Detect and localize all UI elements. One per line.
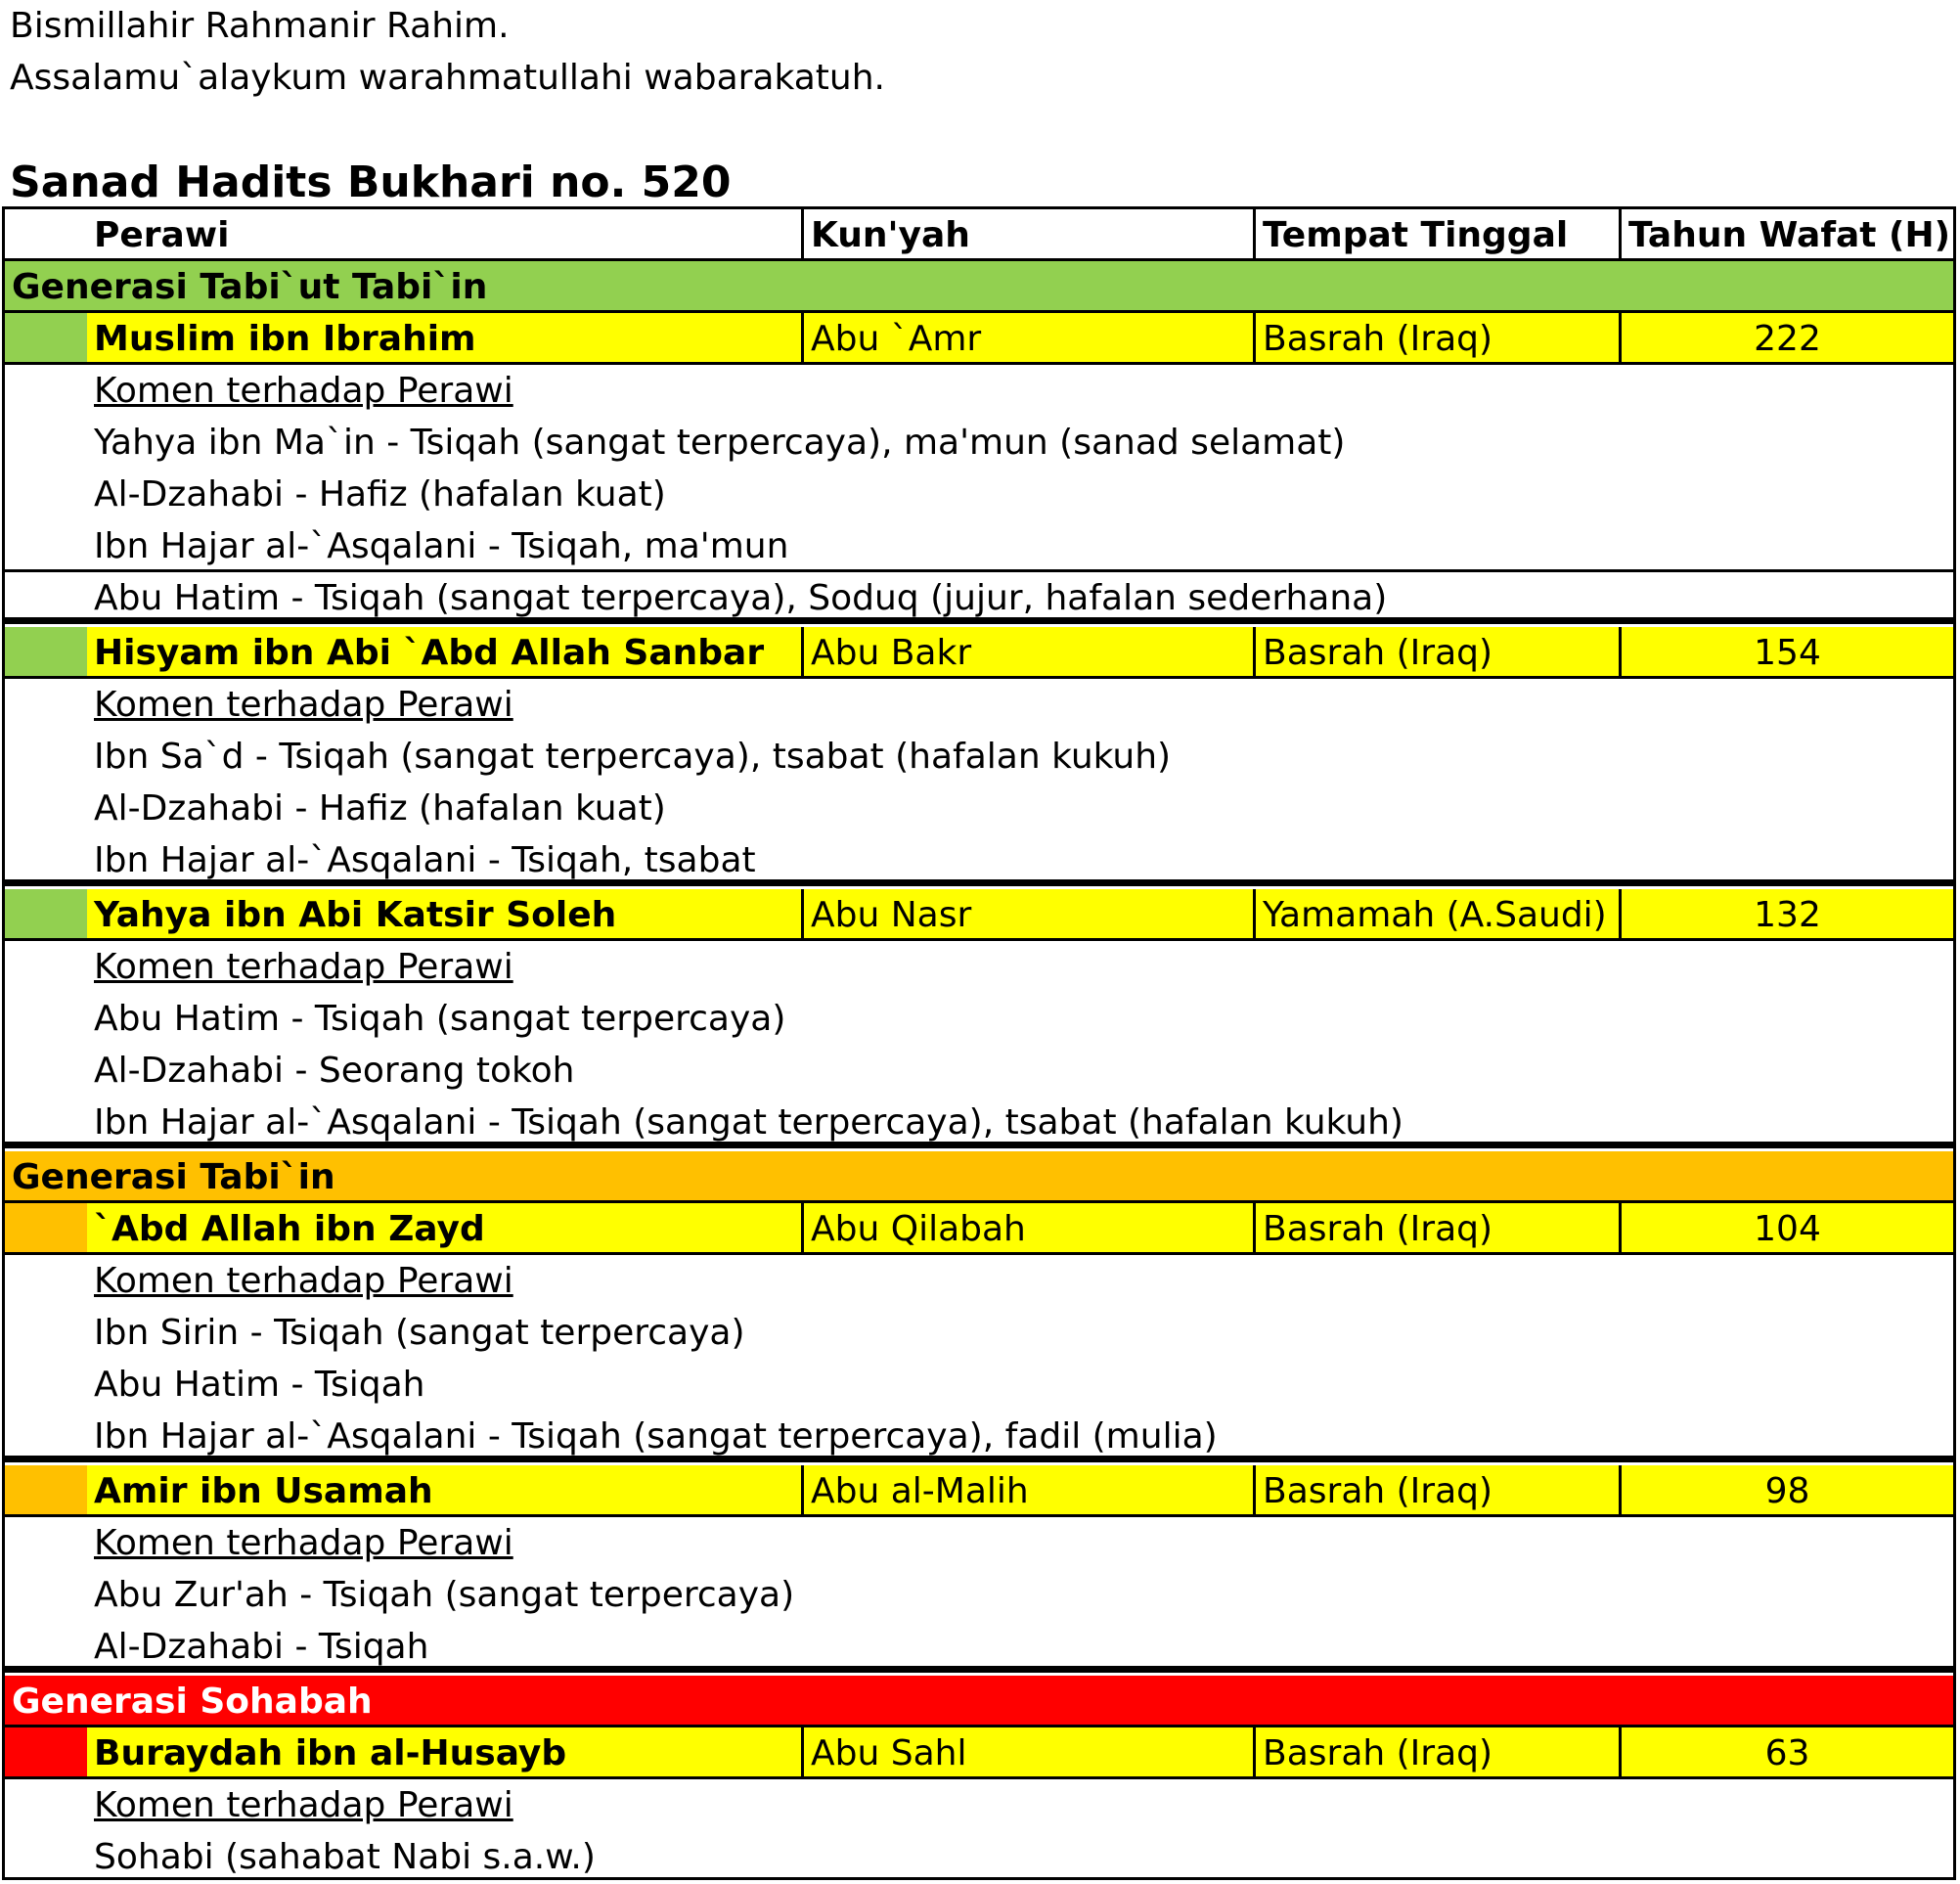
narrator-name: Muslim ibn Ibrahim: [94, 319, 476, 359]
narrator-name: Amir ibn Usamah: [94, 1471, 433, 1511]
generation-marker: [5, 1727, 87, 1776]
narrator-row: [5, 313, 1953, 365]
narrator-death-year: 222: [1619, 313, 1953, 362]
narrator-name: `Abd Allah ibn Zayd: [94, 1209, 485, 1249]
comment-line: Ibn Hajar al-`Asqalani - Tsiqah (sangat terpercaya), tsabat (hafalan kukuh): [5, 1097, 1953, 1148]
narrator-kunyah: Abu Nasr: [801, 889, 1253, 938]
header-tempat-tinggal: Tempat Tinggal: [1253, 209, 1619, 258]
comment-label: Komen terhadap Perawi: [94, 947, 513, 987]
comment-line: Abu Zur'ah - Tsiqah (sangat terpercaya): [94, 1575, 795, 1615]
comment-line: Abu Hatim - Tsiqah (sangat terpercaya): [94, 999, 786, 1039]
narrator-death-year: 132: [1619, 889, 1953, 938]
narrator-kunyah: Abu al-Malih: [801, 1465, 1253, 1514]
narrator-death-year: 154: [1619, 627, 1953, 676]
generation-marker: [5, 889, 87, 938]
narrator-row: [5, 1465, 1953, 1517]
greeting-line-1: Bismillahir Rahmanir Rahim.: [10, 6, 510, 46]
comment-line: Abu Hatim - Tsiqah: [94, 1365, 425, 1405]
comment-label: Komen terhadap Perawi: [94, 371, 513, 411]
narrator-death-year: 98: [1619, 1465, 1953, 1514]
generation-marker: [5, 627, 87, 676]
comment-line: Yahya ibn Ma`in - Tsiqah (sangat terpercaya), ma'mun (sanad selamat): [94, 423, 1346, 463]
comment-label: Komen terhadap Perawi: [94, 1523, 513, 1563]
greeting-line-2: Assalamu`alaykum warahmatullahi wabarakatuh.: [10, 58, 885, 98]
comment-line: Al-Dzahabi - Hafiz (hafalan kuat): [94, 788, 666, 829]
narrator-name: Hisyam ibn Abi `Abd Allah Sanbar: [94, 633, 765, 673]
comment-line: Ibn Sirin - Tsiqah (sangat terpercaya): [94, 1313, 745, 1353]
generation-tabiin: Generasi Tabi`in: [5, 1151, 1953, 1203]
narrator-residence: Basrah (Iraq): [1253, 627, 1619, 676]
generation-marker: [5, 313, 87, 362]
comment-line: Al-Dzahabi - Tsiqah: [5, 1621, 1953, 1673]
comment-line: Sohabi (sahabat Nabi s.a.w.): [94, 1837, 596, 1877]
narrator-row: [5, 1203, 1953, 1255]
narrator-name: Yahya ibn Abi Katsir Soleh: [94, 895, 617, 935]
narrator-residence: Yamamah (A.Saudi): [1253, 889, 1619, 938]
narrator-kunyah: Abu Bakr: [801, 627, 1253, 676]
comment-label: Komen terhadap Perawi: [94, 685, 513, 725]
comment-line: Abu Hatim - Tsiqah (sangat terpercaya), Soduq (jujur, hafalan sederhana): [5, 572, 1953, 624]
comment-line: Al-Dzahabi - Seorang tokoh: [94, 1051, 575, 1091]
narrator-row: [5, 1727, 1953, 1779]
narrator-residence: Basrah (Iraq): [1253, 1203, 1619, 1252]
comment-line: Al-Dzahabi - Hafiz (hafalan kuat): [94, 474, 666, 515]
header-kunyah: Kun'yah: [801, 209, 1253, 258]
comment-label: Komen terhadap Perawi: [94, 1261, 513, 1301]
narrator-death-year: 63: [1619, 1727, 1953, 1776]
comment-line: Ibn Hajar al-`Asqalani - Tsiqah, ma'mun: [5, 520, 1953, 572]
narrator-row: [5, 627, 1953, 679]
generation-tabiut-tabiin: Generasi Tabi`ut Tabi`in: [5, 261, 1953, 313]
narrator-residence: Basrah (Iraq): [1253, 1727, 1619, 1776]
generation-sohabah: Generasi Sohabah: [5, 1676, 1953, 1727]
narrator-residence: Basrah (Iraq): [1253, 313, 1619, 362]
narrator-kunyah: Abu Qilabah: [801, 1203, 1253, 1252]
header-perawi: Perawi: [94, 215, 230, 255]
generation-marker: [5, 1465, 87, 1514]
narrator-name: Buraydah ibn al-Husayb: [94, 1733, 567, 1773]
comment-label: Komen terhadap Perawi: [94, 1785, 513, 1825]
generation-marker: [5, 1203, 87, 1252]
narrator-kunyah: Abu `Amr: [801, 313, 1253, 362]
comment-line: Ibn Hajar al-`Asqalani - Tsiqah (sangat terpercaya), fadil (mulia): [5, 1411, 1953, 1462]
page-title: Sanad Hadits Bukhari no. 520: [10, 157, 732, 207]
comment-line: Ibn Hajar al-`Asqalani - Tsiqah, tsabat: [5, 834, 1953, 886]
narrator-kunyah: Abu Sahl: [801, 1727, 1253, 1776]
sanad-table: [2, 206, 1956, 1880]
narrator-row: [5, 889, 1953, 941]
table-header-row: [5, 209, 1953, 261]
header-tahun-wafat: Tahun Wafat (H): [1619, 209, 1953, 258]
narrator-death-year: 104: [1619, 1203, 1953, 1252]
comment-line: Ibn Sa`d - Tsiqah (sangat terpercaya), tsabat (hafalan kukuh): [94, 737, 1172, 777]
narrator-residence: Basrah (Iraq): [1253, 1465, 1619, 1514]
